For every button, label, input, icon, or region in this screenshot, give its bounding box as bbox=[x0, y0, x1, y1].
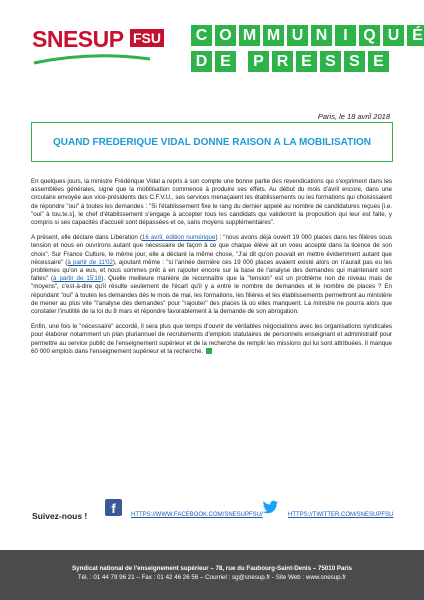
communique-letter-2: M bbox=[239, 25, 260, 46]
presse-letter-3: S bbox=[320, 51, 341, 72]
twitter-link[interactable]: HTTPS://TWITTER.COM/SNESUPFSU bbox=[288, 512, 394, 518]
footer-address: Syndicat national de l'enseignement supérieur – 78, rue du Faubourg-Saint-Denis – 75010 Paris bbox=[72, 565, 352, 572]
communique-letter-5: N bbox=[311, 25, 332, 46]
header-row-1 bbox=[191, 25, 424, 46]
communique-letter-1: O bbox=[215, 25, 236, 46]
de-letter-0: D bbox=[191, 51, 212, 72]
presse-letter-5: E bbox=[368, 51, 389, 72]
liberation-link[interactable]: 16 avril, édition numérique bbox=[141, 234, 216, 242]
facebook-link[interactable]: HTTPS://WWW.FACEBOOK.COM/SNESUPFSU/ bbox=[131, 512, 263, 518]
snesup-logo bbox=[32, 24, 166, 70]
communique-letter-0: C bbox=[191, 25, 212, 46]
presse-letter-1: R bbox=[272, 51, 293, 72]
paragraph-2 bbox=[31, 234, 392, 316]
communique-letter-4: U bbox=[287, 25, 308, 46]
header-row-2 bbox=[191, 51, 424, 72]
communique-letter-3: M bbox=[263, 25, 284, 46]
logo-swoosh-icon bbox=[32, 53, 152, 67]
p2-text-c: ), ajoutant même : "si l'année dernière ces 19 000 places avaient existé alors on n'aurait pas eu les problèmes qu'on a eus, et nous sommes prêt à en rajouter encore sur la base de l'analyse des demandes qui maintenant sont faites" ( bbox=[31, 258, 392, 283]
footer bbox=[0, 550, 424, 600]
header-spacer bbox=[239, 51, 245, 72]
p2-text-b: ) : "nous avons déjà ouvert 19 000 places dans les filières sous tension et nous en ouvrirons autant que nécessaire de façon à ce que chaque élève ait un voeu accepté dans la licence de son choix". Sur France Culture, le même jour, elle a déclaré la même chose, "J'ai dit qu'on pouvait en mettre évidemment autant que nécessaire" ( bbox=[31, 234, 392, 266]
communique-letter-6: I bbox=[335, 25, 356, 46]
body-text bbox=[31, 178, 392, 363]
follow-us-label: Suivez-nous ! bbox=[32, 511, 88, 521]
facebook-icon[interactable]: f bbox=[105, 499, 122, 516]
logo-badge: FSU bbox=[130, 29, 164, 47]
footer-contact: Tél. : 01 44 79 96 21 – Fax : 01 42 46 26 56 – Courriel : sg@snesup.fr - Site Web : www.snesup.fr bbox=[77, 574, 347, 581]
presse-letter-4: S bbox=[344, 51, 365, 72]
date: Paris, le 18 avril 2018 bbox=[317, 112, 390, 121]
communique-letter-7: Q bbox=[359, 25, 380, 46]
paragraph-1: En quelques jours, la ministre Frédérique Vidal a repris à son compte une bonne partie des revendications qui s'expriment dans les assemblées générales, signe que la mobilisation commence à produire ses effets. Au début du mois d'avril encore, dans une circulaire envoyée aux vice-présidents des C.F.V.U., ses services menaçaient les établissements ou les formations qui choisissaient de répondre "oui" à toutes les demandes : "Si l'établissement fixe le rang du dernier appelé au nombre de candidatures reçues [i.e. "oui" à tou.te.s], le chef d'établissement s'engage à accepter tous les candidats qui valideront la proposition qui leur est faite, y compris si ses capacités d'accueil sont dépassées et ce, sans moyens supplémentaires". bbox=[31, 178, 392, 227]
page-title: QUAND FREDERIQUE VIDAL DONNE RAISON A LA MOBILISATION bbox=[31, 122, 393, 162]
end-square-icon bbox=[206, 348, 212, 354]
p3-text: Enfin, une fois le "nécessaire" accordé, il sera plus que temps d'ouvrir de véritables négociations avec les organisations syndicales pour élaborer notamment un plan pluriannuel de recrutements d'emplois statutaires de personnels enseignant et administratif pour permettre au service public de l'enseignement supérieur et de la recherche de remplir les missions qui lui sont attribuées. Il manque 60 000 emplois dans l'enseignement supérieur et la recherche. bbox=[31, 323, 392, 355]
logo-text: SNESUP bbox=[32, 26, 124, 52]
paragraph-3 bbox=[31, 323, 392, 356]
presse-letter-2: E bbox=[296, 51, 317, 72]
communique-letter-9: É bbox=[407, 25, 424, 46]
france-culture-link-1[interactable]: à partir de 11'02 bbox=[67, 258, 113, 266]
communique-letter-8: U bbox=[383, 25, 404, 46]
presse-letter-0: P bbox=[248, 51, 269, 72]
de-letter-1: E bbox=[215, 51, 236, 72]
france-culture-link-2[interactable]: à partir de 15'16 bbox=[53, 275, 102, 283]
communique-header bbox=[191, 25, 424, 77]
p2-text-d: ). Quelle meilleure manière de reconnaître que la "tension" est un problème non de niveau mais de "moyens", c'est-à-dire qu'il résulte seulement de l'écart qu'il y a entre le nombre de demandes et le nombre de places ? En répondant "oui" à toutes les demandes dès le mois de mai, les formations, les filières et les établissements permettront au ministère de mener au plus vite "l'analyse des demandes" pour "rajouter" des places là où elles manquent. La ministre ne pourra alors que constater l'inutilité de la loi du 8 mars et répondre favorablement à la demande de son abrogation. bbox=[31, 275, 393, 316]
twitter-icon[interactable] bbox=[262, 500, 279, 515]
p2-text-a: A présent, elle déclare dans Libération ( bbox=[31, 234, 142, 242]
